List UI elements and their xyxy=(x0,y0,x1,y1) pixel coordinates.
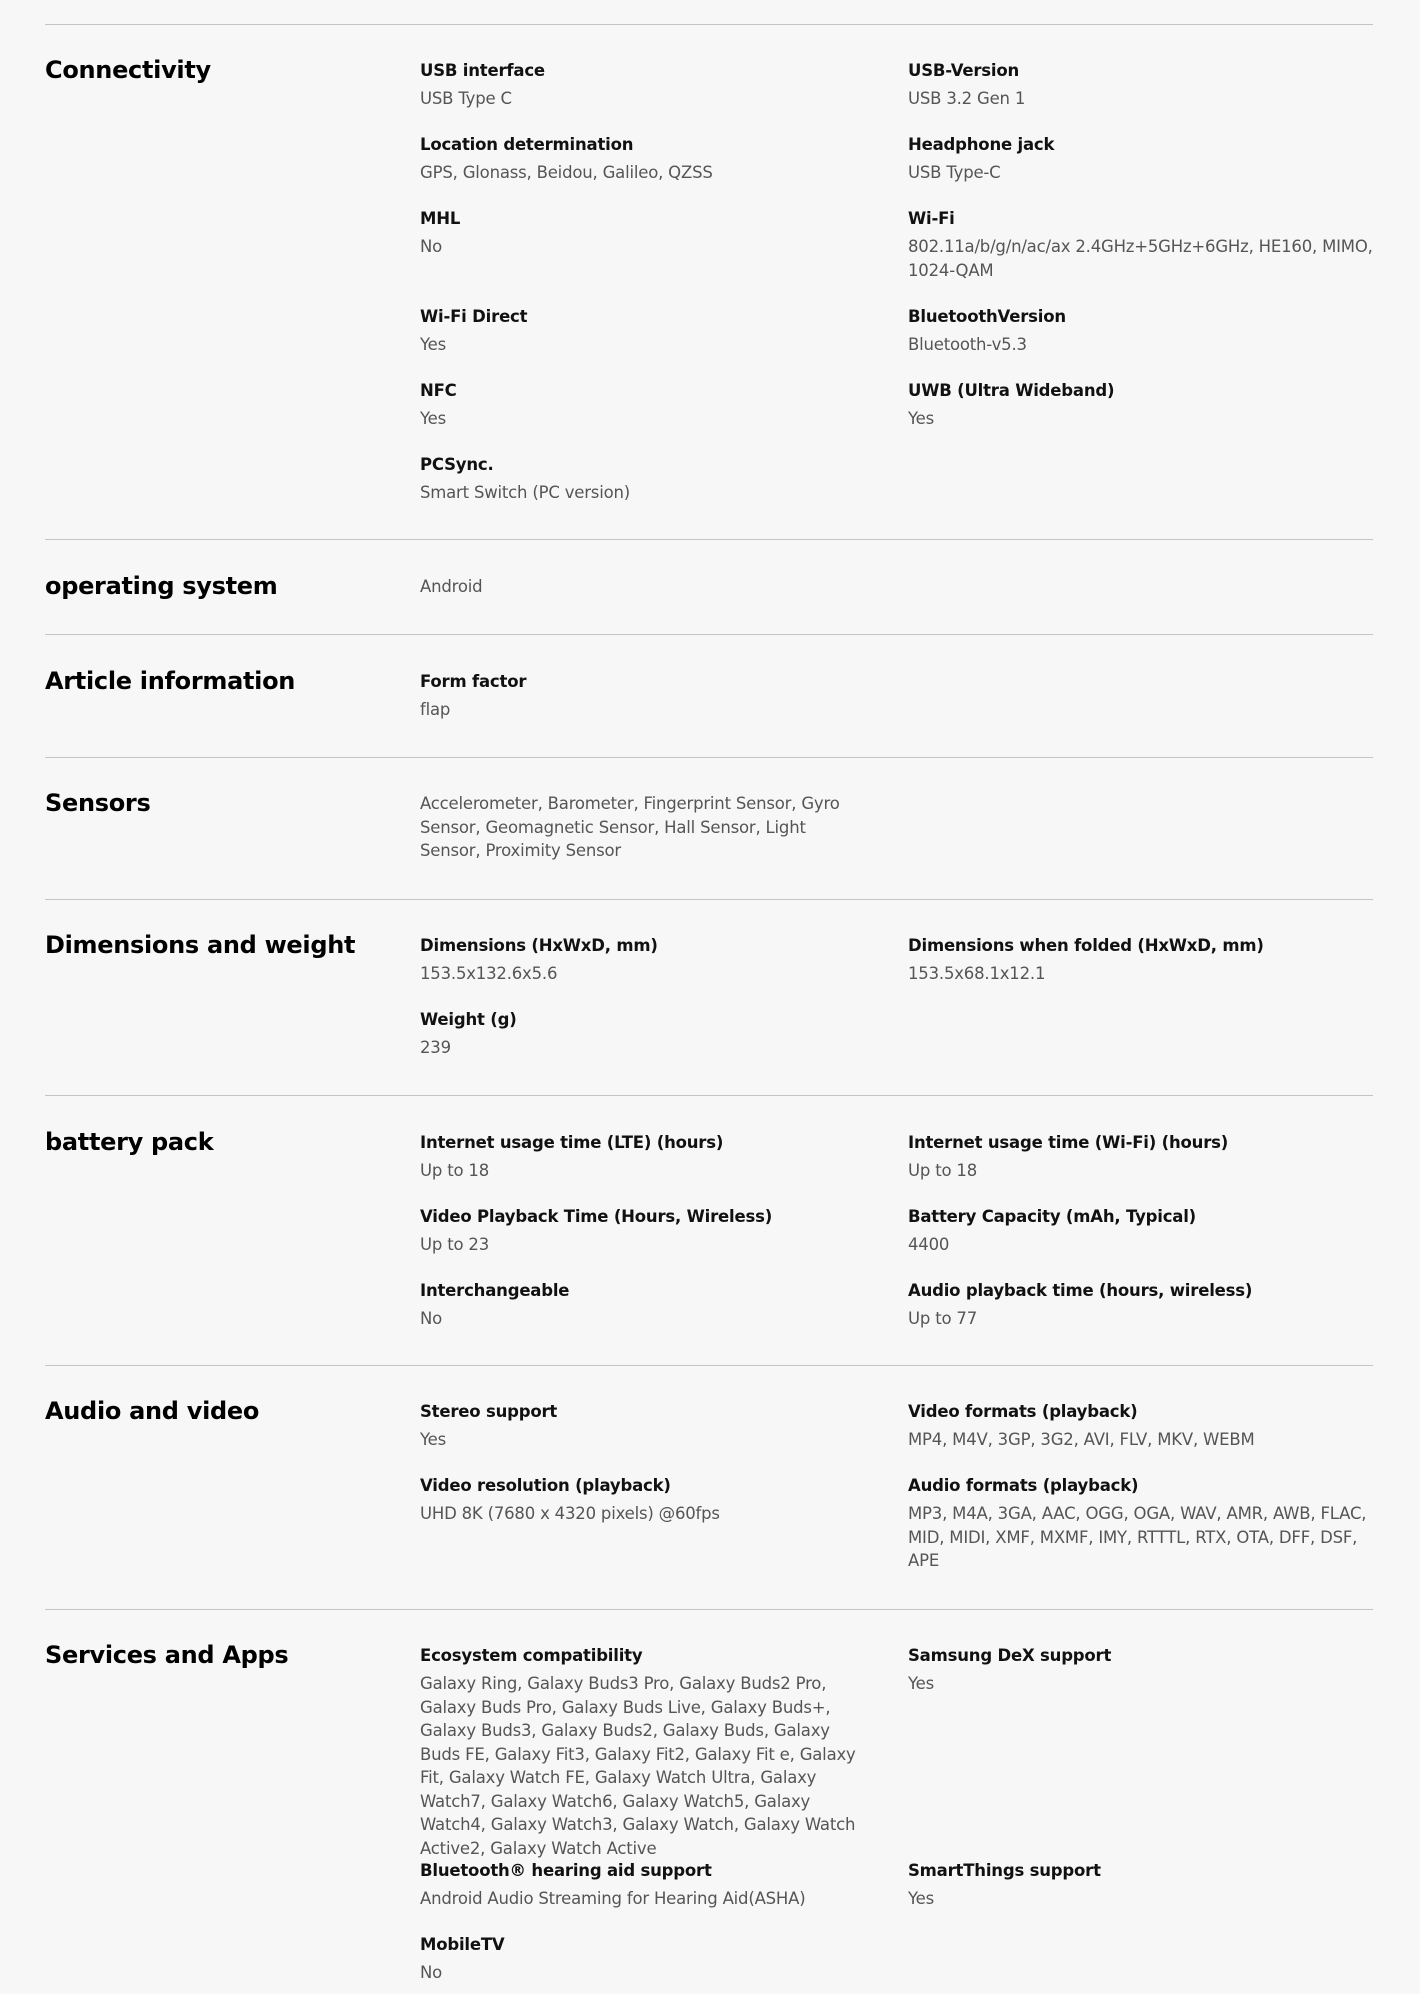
spec-label: Stereo support xyxy=(420,1402,558,1421)
spec-value: No xyxy=(420,1963,443,1982)
spec-value: 802.11a/b/g/n/ac/ax 2.4GHz+5GHz+6GHz, HE160, MIMO, 1024-QAM xyxy=(908,237,1373,280)
section-divider xyxy=(45,539,1373,540)
spec-dimensions xyxy=(420,934,890,986)
spec-label: Interchangeable xyxy=(420,1281,570,1300)
spec-headphone-jack xyxy=(908,133,1378,185)
spec-mobile-tv xyxy=(420,1933,890,1985)
section-title-operating-system: operating system xyxy=(45,572,278,600)
spec-value: No xyxy=(420,237,443,256)
spec-value: Up to 77 xyxy=(908,1309,978,1328)
spec-ecosystem-compatibility xyxy=(420,1644,868,1860)
spec-value: Yes xyxy=(420,335,447,354)
section-title-battery: battery pack xyxy=(45,1128,214,1156)
spec-value: Yes xyxy=(420,409,447,428)
spec-value: 153.5x132.6x5.6 xyxy=(420,964,558,983)
spec-label: USB-Version xyxy=(908,61,1020,80)
spec-value: 4400 xyxy=(908,1235,950,1254)
spec-label: Internet usage time (Wi-Fi) (hours) xyxy=(908,1133,1229,1152)
spec-value: No xyxy=(420,1309,443,1328)
spec-uwb xyxy=(908,379,1378,431)
section-title-article-information: Article information xyxy=(45,667,296,695)
section-divider xyxy=(45,757,1373,758)
spec-value: Up to 18 xyxy=(908,1161,978,1180)
spec-label: Ecosystem compatibility xyxy=(420,1646,643,1665)
section-divider xyxy=(45,1095,1373,1096)
spec-value: 239 xyxy=(420,1038,451,1057)
spec-value: UHD 8K (7680 x 4320 pixels) @60fps xyxy=(420,1504,720,1523)
spec-label: MHL xyxy=(420,209,461,228)
spec-weight xyxy=(420,1008,890,1060)
spec-label: Bluetooth® hearing aid support xyxy=(420,1861,712,1880)
spec-label: Video formats (playback) xyxy=(908,1402,1138,1421)
spec-value: Bluetooth-v5.3 xyxy=(908,335,1027,354)
spec-value: Android xyxy=(420,577,483,596)
spec-label: Weight (g) xyxy=(420,1010,517,1029)
spec-value: Yes xyxy=(908,1889,935,1908)
spec-value: Up to 23 xyxy=(420,1235,490,1254)
section-divider xyxy=(45,634,1373,635)
spec-label: BluetoothVersion xyxy=(908,307,1066,326)
spec-value: Yes xyxy=(420,1430,447,1449)
spec-value: flap xyxy=(420,700,451,719)
spec-operating-system xyxy=(420,575,890,599)
spec-audio-playback xyxy=(908,1279,1378,1331)
spec-dex-support xyxy=(908,1644,1378,1696)
spec-label: Headphone jack xyxy=(908,135,1055,154)
spec-value: Yes xyxy=(908,409,935,428)
spec-stereo-support xyxy=(420,1400,890,1452)
spec-label: Dimensions (HxWxD, mm) xyxy=(420,936,658,955)
spec-nfc xyxy=(420,379,890,431)
spec-value: USB Type C xyxy=(420,89,512,108)
spec-usb-version xyxy=(908,59,1378,111)
spec-value: GPS, Glonass, Beidou, Galileo, QZSS xyxy=(420,163,713,182)
spec-value: USB Type-C xyxy=(908,163,1001,182)
spec-label: PCSync. xyxy=(420,455,494,474)
spec-label: Form factor xyxy=(420,672,527,691)
spec-label: Internet usage time (LTE) (hours) xyxy=(420,1133,724,1152)
spec-label: UWB (Ultra Wideband) xyxy=(908,381,1115,400)
spec-form-factor xyxy=(420,670,890,722)
spec-value: Up to 18 xyxy=(420,1161,490,1180)
section-title-sensors: Sensors xyxy=(45,789,151,817)
spec-hearing-aid-support xyxy=(420,1859,890,1911)
spec-battery-capacity xyxy=(908,1205,1378,1257)
spec-video-formats xyxy=(908,1400,1378,1452)
spec-label: USB interface xyxy=(420,61,545,80)
spec-value: Smart Switch (PC version) xyxy=(420,483,630,502)
spec-bluetooth-version xyxy=(908,305,1378,357)
spec-label: Samsung DeX support xyxy=(908,1646,1112,1665)
spec-label: Location determination xyxy=(420,135,634,154)
spec-label: SmartThings support xyxy=(908,1861,1101,1880)
spec-value: Galaxy Ring, Galaxy Buds3 Pro, Galaxy Buds2 Pro, Galaxy Buds Pro, Galaxy Buds Live, Galaxy Buds+, Galaxy Buds3, Galaxy Buds2, Galaxy Buds, Galaxy Buds FE, Galaxy Fit3, Galaxy Fit2, Galaxy Fit e, Galaxy Fit, Galaxy Watch FE, Galaxy Watch Ultra, Galaxy Watch7, Galaxy Watch6, Galaxy Watch5, Galaxy Watch4, Galaxy Watch3, Galaxy Watch, Galaxy Watch Active2, Galaxy Watch Active xyxy=(420,1674,856,1858)
spec-internet-wifi xyxy=(908,1131,1378,1183)
section-title-services: Services and Apps xyxy=(45,1641,289,1669)
spec-label: NFC xyxy=(420,381,457,400)
spec-label: Audio playback time (hours, wireless) xyxy=(908,1281,1253,1300)
spec-sensors xyxy=(420,792,870,863)
spec-usb-interface xyxy=(420,59,890,111)
spec-value: Accelerometer, Barometer, Fingerprint Sensor, Gyro Sensor, Geomagnetic Sensor, Hall Sensor, Light Sensor, Proximity Sensor xyxy=(420,794,840,860)
spec-value: USB 3.2 Gen 1 xyxy=(908,89,1026,108)
spec-wifi xyxy=(908,207,1378,282)
spec-value: Yes xyxy=(908,1674,935,1693)
spec-label: Video Playback Time (Hours, Wireless) xyxy=(420,1207,773,1226)
spec-wifi-direct xyxy=(420,305,890,357)
spec-video-resolution xyxy=(420,1474,890,1526)
spec-label: Battery Capacity (mAh, Typical) xyxy=(908,1207,1197,1226)
spec-label: Wi-Fi Direct xyxy=(420,307,528,326)
spec-location-determination xyxy=(420,133,890,185)
spec-label: Dimensions when folded (HxWxD, mm) xyxy=(908,936,1264,955)
spec-label: MobileTV xyxy=(420,1935,505,1954)
spec-value: Android Audio Streaming for Hearing Aid(ASHA) xyxy=(420,1889,806,1908)
spec-video-playback xyxy=(420,1205,890,1257)
section-title-dimensions: Dimensions and weight xyxy=(45,931,356,959)
spec-pcsync xyxy=(420,453,890,505)
spec-dimensions-folded xyxy=(908,934,1378,986)
section-divider xyxy=(45,24,1373,25)
spec-value: MP4, M4V, 3GP, 3G2, AVI, FLV, MKV, WEBM xyxy=(908,1430,1255,1449)
section-title-connectivity: Connectivity xyxy=(45,56,211,84)
section-divider xyxy=(45,899,1373,900)
spec-label: Wi-Fi xyxy=(908,209,955,228)
section-divider xyxy=(45,1609,1373,1610)
spec-value: MP3, M4A, 3GA, AAC, OGG, OGA, WAV, AMR, AWB, FLAC, MID, MIDI, XMF, MXMF, IMY, RTTTL, RTX, OTA, DFF, DSF, APE xyxy=(908,1504,1367,1570)
spec-smartthings-support xyxy=(908,1859,1378,1911)
spec-mhl xyxy=(420,207,890,259)
spec-value: 153.5x68.1x12.1 xyxy=(908,964,1046,983)
spec-interchangeable xyxy=(420,1279,890,1331)
section-title-audio-video: Audio and video xyxy=(45,1397,260,1425)
spec-label: Video resolution (playback) xyxy=(420,1476,671,1495)
spec-label: Audio formats (playback) xyxy=(908,1476,1139,1495)
spec-internet-lte xyxy=(420,1131,890,1183)
section-divider xyxy=(45,1365,1373,1366)
spec-audio-formats xyxy=(908,1474,1378,1573)
